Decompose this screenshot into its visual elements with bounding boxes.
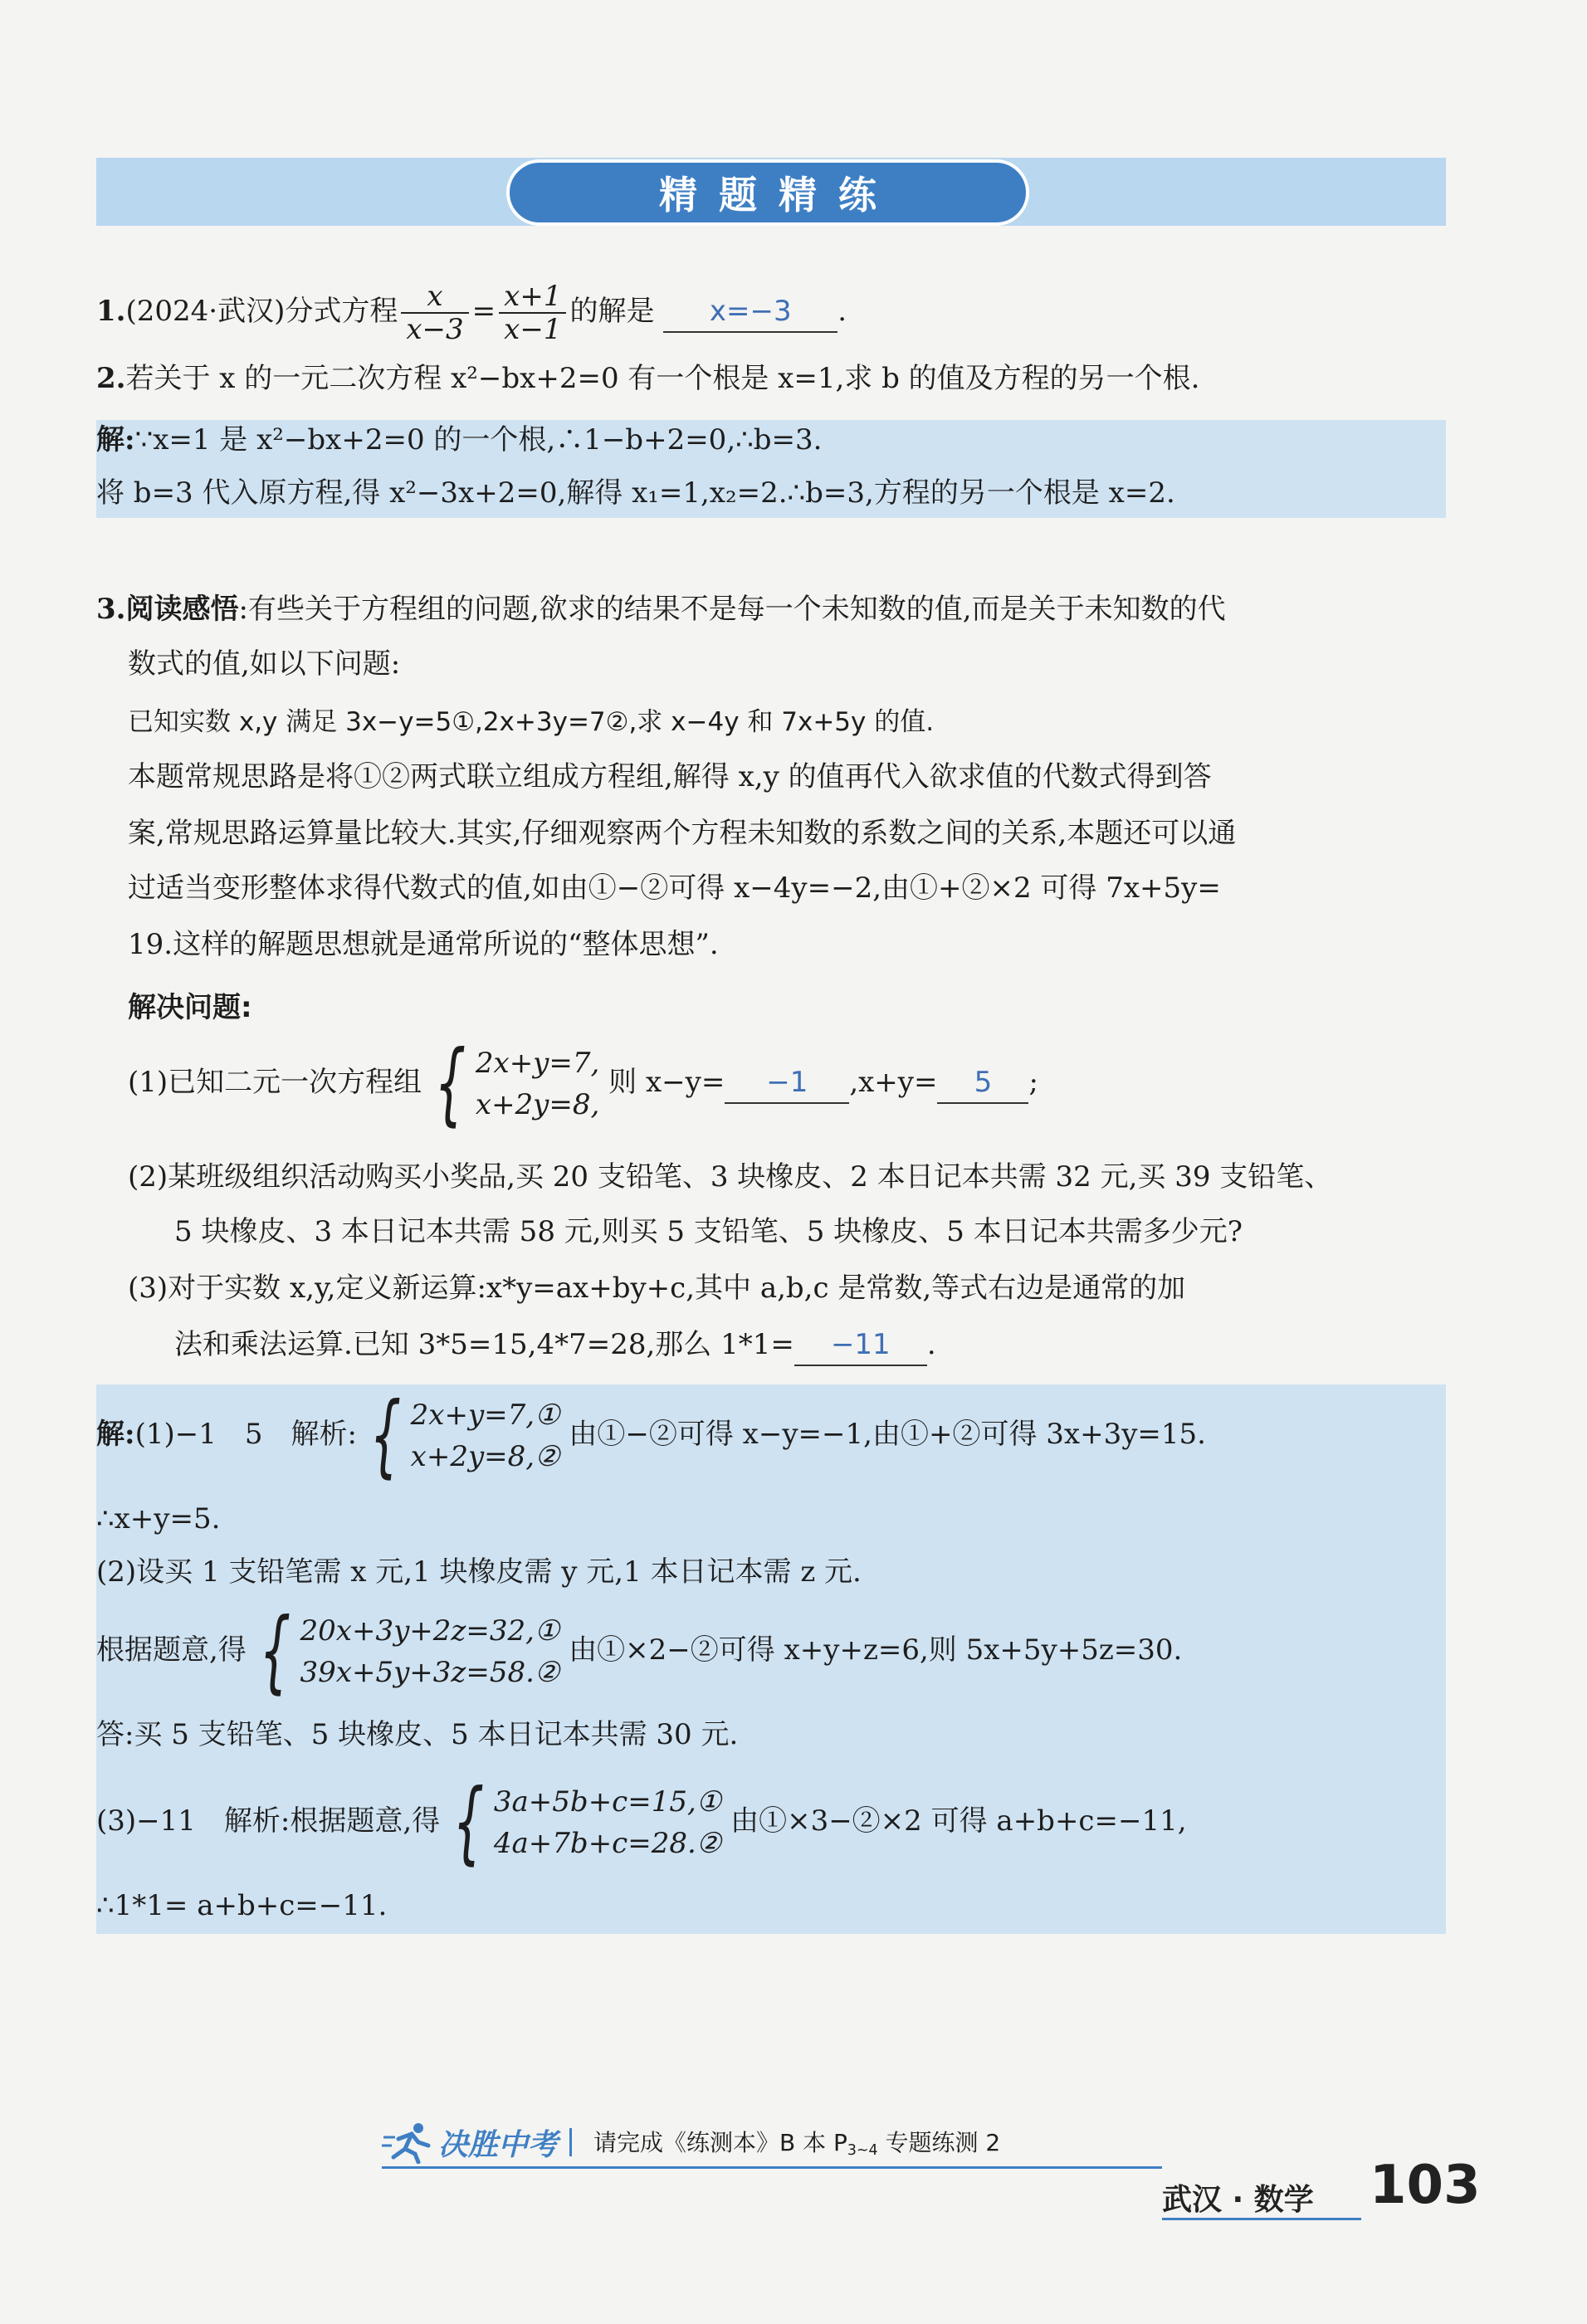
q1-fraction-right [499, 281, 566, 345]
q3-solution-label: 解: [96, 1418, 135, 1451]
q3-number: 3. [96, 593, 126, 626]
q2-solution-text-1: ∵x=1 是 x²−bx+2=0 的一个根,∴1−b+2=0,∴b=3. [134, 423, 823, 456]
q3-p3-end: . [926, 1328, 936, 1361]
q1-frac1-denominator: x−3 [401, 312, 468, 345]
q3-p1-eq1: 2x+y=7, [475, 1047, 600, 1080]
q2-number: 2. [96, 362, 126, 395]
subject-label: 武汉 · 数学 [1162, 2183, 1314, 2217]
q3-intro-line-2: 数式的值,如以下问题: [128, 647, 401, 681]
q3-known-line: 已知实数 x,y 满足 3x−y=5①,2x+3y=7②,求 x−4y 和 7x+5y 的值. [128, 707, 935, 737]
q1-frac1-numerator: x [427, 280, 443, 313]
q3-para-line-3: 过适当变形整体求得代数式的值,如由①−②可得 x−4y=−2,由①+②×2 可得 7x+5y= [128, 872, 1221, 905]
header-pill [506, 159, 1029, 226]
q3-p1-mid1: 则 x−y= [608, 1066, 725, 1099]
q1-frac2-denominator: x−1 [499, 312, 566, 345]
runner-icon [382, 2121, 435, 2164]
q3-p3-answer: −11 [794, 1325, 927, 1366]
q2-solution-line-1 [96, 420, 822, 460]
page-number: 103 [1370, 2155, 1481, 2216]
q3-p1-answer-2: 5 [937, 1062, 1028, 1104]
q3-sol1-eq1: 2x+y=7,① [410, 1399, 560, 1432]
q3-sol1-system [357, 1384, 560, 1487]
q1-tail: 的解是 [569, 295, 655, 328]
footer-note-sub: 3~4 [847, 2142, 878, 2160]
q3-sol2-eq1: 20x+3y+2z=32,① [300, 1614, 560, 1648]
left-brace: { [259, 1599, 291, 1703]
footer-logo-text: 决胜中考 [438, 2127, 559, 2162]
q3-label: 阅读感悟 [125, 593, 239, 626]
q3-intro-1: :有些关于方程组的问题,欲求的结果不是每一个未知数的值,而是关于未知数的代 [238, 593, 1226, 626]
footer-logo [382, 2121, 1000, 2164]
q1-source: (2024·武汉)分式方程 [125, 295, 398, 328]
q3-sol1-tail: 由①−②可得 x−y=−1,由①+②可得 3x+3y=15. [569, 1418, 1206, 1451]
q3-sol3-prefix: (3)−11 解析:根据题意,得 [96, 1804, 441, 1838]
left-brace: { [434, 1032, 466, 1135]
q3-p3-text: 法和乘法运算.已知 3*5=15,4*7=28,那么 1*1= [174, 1328, 794, 1361]
q3-sol3-system [440, 1770, 722, 1874]
subject-underline [1162, 2218, 1361, 2220]
q3-sol1-eq2: x+2y=8,② [410, 1440, 560, 1473]
q3-p1-system [422, 1032, 600, 1135]
q3-para-line-4: 19.这样的解题思想就是通常所说的“整体思想”. [128, 928, 719, 961]
left-brace: { [369, 1384, 402, 1487]
q3-part-2-line-2: 5 块橡皮、3 本日记本共需 58 元,则买 5 支铅笔、5 块橡皮、5 本日记本共需多少元? [174, 1215, 1243, 1248]
q3-sol1-line-2: ∴x+y=5. [96, 1502, 221, 1536]
q3-sol3-line-2: ∴1*1= a+b+c=−11. [96, 1889, 388, 1922]
q3-part-1 [128, 1032, 1038, 1135]
q3-sol-part-1 [96, 1384, 1206, 1487]
footer-note-tail: 专题练测 2 [877, 2129, 1001, 2157]
q1-frac2-numerator: x+1 [504, 280, 562, 313]
q3-p1-end: ; [1028, 1066, 1038, 1099]
q3-intro-line-1 [96, 589, 1226, 629]
q1-answer-blank: x=−3 [663, 291, 837, 333]
q3-part-3-line-1: (3)对于实数 x,y,定义新运算:x*y=ax+by+c,其中 a,b,c 是常数,等式右边是通常的加 [128, 1272, 1186, 1305]
q1-fraction-left [401, 281, 468, 345]
q3-sol3-eq2: 4a+7b+c=28.② [493, 1827, 722, 1860]
footer-note-text: 请完成《练测本》B 本 P [593, 2129, 847, 2157]
q3-para-line-2: 案,常规思路运算量比较大.其实,仔细观察两个方程未知数的系数之间的关系,本题还可以通 [128, 817, 1237, 850]
footer-note [593, 2125, 1000, 2159]
q3-p1-answer-1: −1 [725, 1062, 849, 1104]
q1-end: . [837, 295, 847, 328]
q3-sol3-eq1: 3a+5b+c=15,① [493, 1785, 722, 1819]
q3-p1-eq2: x+2y=8, [475, 1088, 600, 1121]
q3-sol-part-3 [96, 1770, 1187, 1874]
q3-sol2-system [247, 1599, 560, 1703]
q3-sol3-tail: 由①×3−②×2 可得 a+b+c=−11, [730, 1804, 1187, 1838]
question-2 [96, 359, 1199, 398]
footer-rule [382, 2166, 1162, 2169]
q3-solve-label: 解决问题: [128, 991, 252, 1024]
q3-sol-part-2 [96, 1599, 1183, 1703]
q3-sol2-line-1: (2)设买 1 支铅笔需 x 元,1 块橡皮需 y 元,1 本日记本需 z 元. [96, 1555, 862, 1589]
q3-sol1-prefix: (1)−1 5 解析: [134, 1418, 357, 1451]
q3-sol2-answer: 答:买 5 支铅笔、5 块橡皮、5 本日记本共需 30 元. [96, 1718, 739, 1751]
q2-solution-label: 解: [96, 423, 135, 456]
q3-sol2-prefix: 根据题意,得 [96, 1633, 247, 1667]
q1-equals: = [471, 295, 496, 328]
footer-divider [569, 2128, 572, 2156]
q3-sol2-tail: 由①×2−②可得 x+y+z=6,则 5x+5y+5z=30. [569, 1633, 1183, 1667]
q3-part-2-line-1: (2)某班级组织活动购买小奖品,买 20 支铅笔、3 块橡皮、2 本日记本共需 32 元,买 39 支铅笔、 [128, 1160, 1333, 1194]
q3-p1-prefix: (1)已知二元一次方程组 [128, 1066, 422, 1099]
q3-sol2-eq2: 39x+5y+3z=58.② [300, 1656, 560, 1689]
q3-para-line-1: 本题常规思路是将①②两式联立组成方程组,解得 x,y 的值再代入欲求值的代数式得到答 [128, 760, 1212, 793]
q2-text: 若关于 x 的一元二次方程 x²−bx+2=0 有一个根是 x=1,求 b 的值及方程的另一个根. [125, 362, 1200, 395]
question-1 [96, 281, 847, 345]
q3-part-3-line-2 [174, 1325, 936, 1366]
q3-p1-mid2: ,x+y= [849, 1066, 938, 1099]
section-title: 精题精练 [659, 173, 898, 217]
left-brace: { [452, 1770, 485, 1874]
q2-solution-line-2: 将 b=3 代入原方程,得 x²−3x+2=0,解得 x₁=1,x₂=2.∴b=3,方程的另一个根是 x=2. [96, 476, 1175, 510]
q1-number: 1. [96, 295, 126, 328]
